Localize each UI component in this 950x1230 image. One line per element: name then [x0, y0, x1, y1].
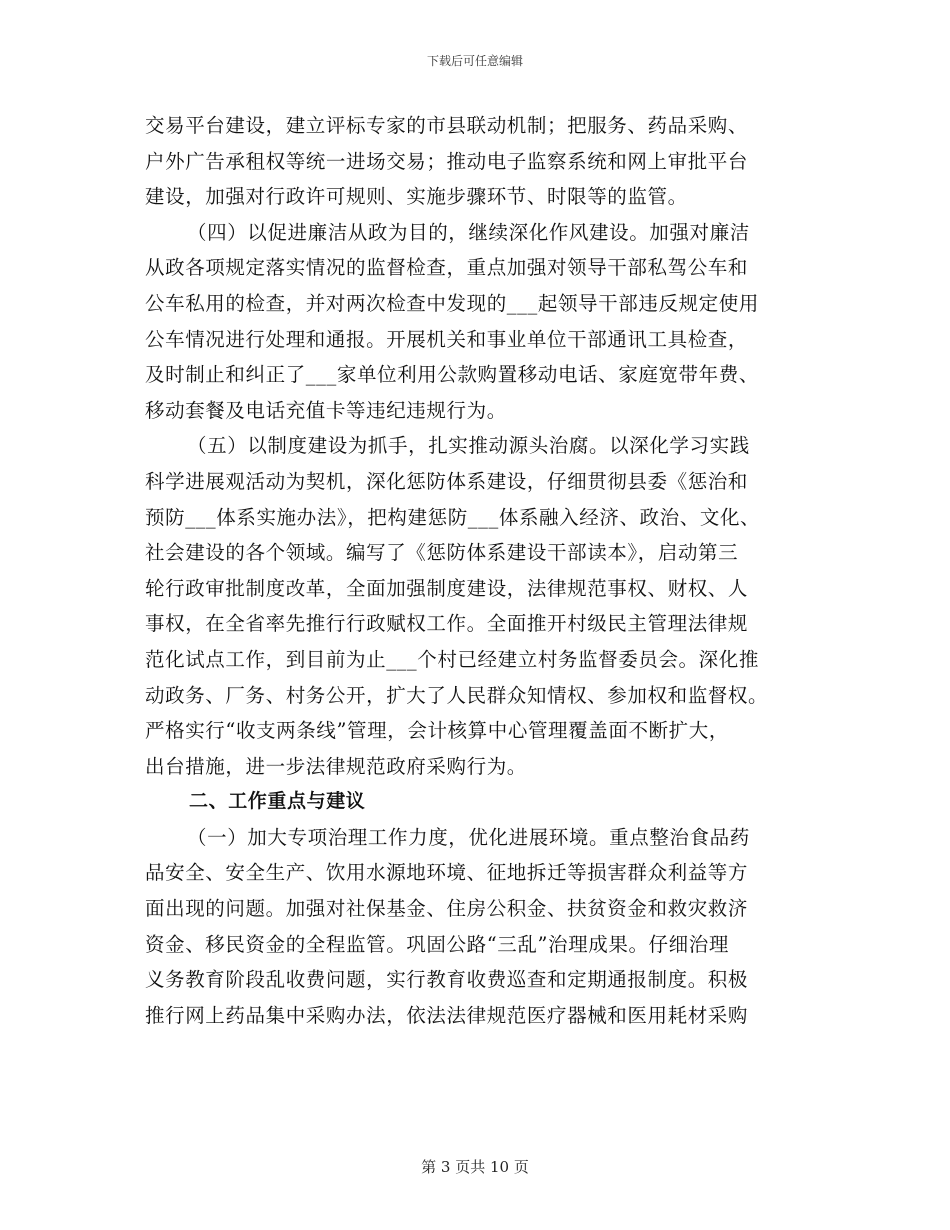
- body-line: 义务教育阶段乱收费问题，实行教育收费巡查和定期通报制度。积极: [145, 968, 749, 992]
- body-line: 事权，在全省率先推行行政赋权工作。全面推开村级民主管理法律规: [145, 612, 749, 636]
- body-line: 品安全、安全生产、饮用水源地环境、征地拆迁等损害群众利益等方: [145, 861, 749, 885]
- body-line: 动政务、厂务、村务公开，扩大了人民群众知情权、参加权和监督权。: [145, 683, 769, 707]
- paragraph-start-line: （四）以促进廉洁从政为目的，继续深化作风建设。加强对廉洁: [187, 220, 750, 244]
- body-line: 范化试点工作，到目前为止___个村已经建立村务监督委员会。深化推: [145, 647, 759, 671]
- body-line: 科学进展观活动为契机，深化惩防体系建设，仔细贯彻县委《惩治和: [145, 469, 749, 493]
- body-line: 严格实行“收支两条线”管理，会计核算中心管理覆盖面不断扩大，: [145, 719, 729, 743]
- page-header: 下载后可任意编辑: [426, 54, 523, 68]
- body-line: 交易平台建设，建立评标专家的市县联动机制；把服务、药品采购、: [145, 114, 749, 137]
- document-body: [145, 108, 815, 1033]
- body-line: 公车情况进行处理和通报。开展机关和事业单位干部通讯工具检查，: [145, 327, 749, 351]
- body-line: 建设，加强对行政许可规则、实施步骤环节、时限等的监管。: [145, 185, 688, 209]
- body-line: 户外广告承租权等统一进场交易；推动电子监察系统和网上审批平台: [145, 149, 749, 173]
- body-line: 面出现的问题。加强对社保基金、住房公积金、扶贫资金和救灾救济: [145, 897, 749, 921]
- body-line: 预防___体系实施办法》，把构建惩防___体系融入经济、政治、文化、: [145, 505, 761, 529]
- paragraph-start-line: （一）加大专项治理工作力度，优化进展环境。重点整治食品药: [187, 825, 750, 849]
- body-line: 轮行政审批制度改革，全面加强制度建设，法律规范事权、财权、人: [145, 576, 749, 600]
- body-line: 社会建设的各个领域。编写了《惩防体系建设干部读本》，启动第三: [145, 541, 739, 565]
- body-line: 推行网上药品集中采购办法，依法法律规范医疗器械和医用耗材采购: [145, 1003, 749, 1027]
- page-footer: 第 3 页共 10 页: [421, 1158, 529, 1176]
- body-line: 公车私用的检查，并对两次检查中发现的___起领导干部违反规定使用: [145, 291, 759, 315]
- paragraph-start-line: （五）以制度建设为抓手，扎实推动源头治腐。以深化学习实践: [187, 434, 750, 458]
- body-line: 移动套餐及电话充值卡等违纪违规行为。: [145, 398, 507, 422]
- body-line: 出台措施，进一步法律规范政府采购行为。: [145, 754, 527, 778]
- body-line: 资金、移民资金的全程监管。巩固公路“三乱”治理成果。仔细治理: [145, 932, 729, 956]
- body-line: 从政各项规定落实情况的监督检查，重点加强对领导干部私驾公车和: [145, 256, 749, 280]
- body-line: 及时制止和纠正了___家单位利用公款购置移动电话、家庭宽带年费、: [145, 363, 759, 387]
- section-heading: 二、工作重点与建议: [189, 790, 366, 813]
